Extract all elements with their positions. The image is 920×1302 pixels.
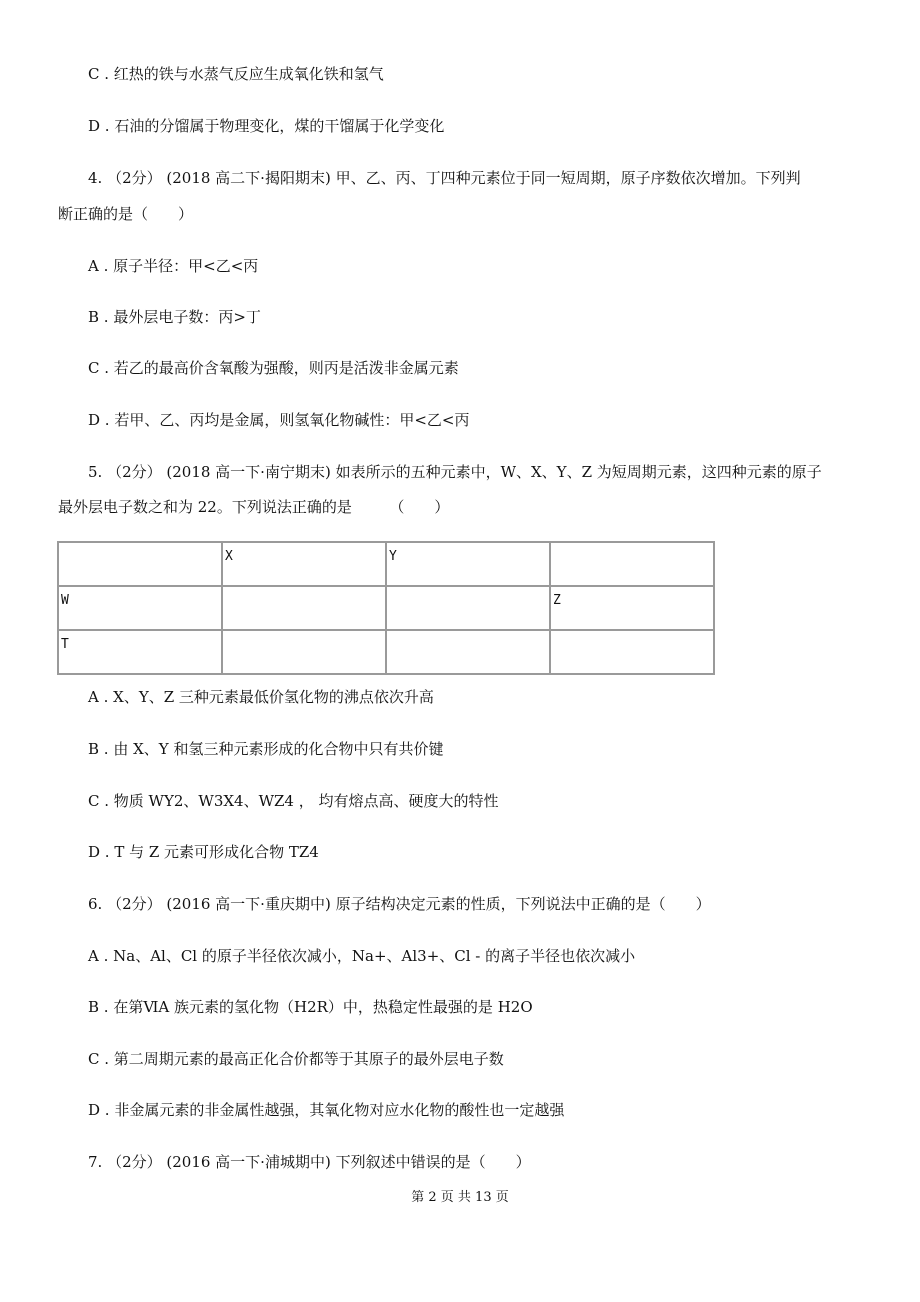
q4-stem-line1: 4. （2分） (2018 高二下·揭阳期末) 甲、乙、丙、丁四种元素位于同一短周期，原子序数依次增加。下列判 [88, 169, 801, 187]
page-footer: 第 2 页 共 13 页 [411, 1190, 509, 1205]
periodic-table-fragment [57, 541, 715, 675]
table-cell: Z [550, 586, 714, 630]
q6-option-d: D . 非金属元素的非金属性越强，其氧化物对应水化物的酸性也一定越强 [88, 1101, 565, 1119]
q6-option-a: A . Na、Al、Cl 的原子半径依次减小，Na+、Al3+、Cl - 的离子半径也依次减小 [88, 947, 636, 965]
table-cell [58, 542, 222, 586]
table-cell: W [58, 586, 222, 630]
q5-option-a: A . X、Y、Z 三种元素最低价氢化物的沸点依次升高 [88, 688, 434, 706]
q5-stem-line2: 最外层电子数之和为 22。下列说法正确的是 （ ） [58, 498, 450, 516]
q5-option-c: C . 物质 WY2、W3X4、WZ4 ， 均有熔点高、硬度大的特性 [88, 792, 499, 810]
q5-stem-line1: 5. （2分） (2018 高一下·南宁期末) 如表所示的五种元素中，W、X、Y、Z 为短周期元素，这四种元素的原子 [88, 463, 822, 481]
q5-option-b: B . 由 X、Y 和氢三种元素形成的化合物中只有共价键 [88, 740, 444, 758]
q6-stem: 6. （2分） (2016 高一下·重庆期中) 原子结构决定元素的性质，下列说法中正确的是（ ） [88, 895, 711, 913]
table-cell [386, 586, 550, 630]
q4-option-c: C . 若乙的最高价含氧酸为强酸，则丙是活泼非金属元素 [88, 359, 459, 377]
q6-option-c: C . 第二周期元素的最高正化合价都等于其原子的最外层电子数 [88, 1050, 504, 1068]
table-cell: Y [386, 542, 550, 586]
q4-option-d: D . 若甲、乙、丙均是金属，则氢氧化物碱性：甲<乙<丙 [88, 411, 470, 429]
q6-option-b: B . 在第ⅥA 族元素的氢化物（H2R）中，热稳定性最强的是 H2O [88, 998, 533, 1016]
q4-option-b: B . 最外层电子数：丙>丁 [88, 308, 261, 326]
table-row [58, 542, 714, 586]
table-cell [222, 630, 386, 674]
table-cell [550, 630, 714, 674]
q7-stem: 7. （2分） (2016 高一下·浦城期中) 下列叙述中错误的是（ ） [88, 1153, 531, 1171]
table-cell [550, 542, 714, 586]
q3-option-d: D . 石油的分馏属于物理变化，煤的干馏属于化学变化 [88, 117, 445, 135]
table-cell: X [222, 542, 386, 586]
table-cell [386, 630, 550, 674]
table-cell: T [58, 630, 222, 674]
q5-option-d: D . T 与 Z 元素可形成化合物 TZ4 [88, 843, 319, 861]
q4-stem-line2: 断正确的是（ ） [58, 205, 194, 223]
table-cell [222, 586, 386, 630]
table-row [58, 586, 714, 630]
table-row [58, 630, 714, 674]
q4-option-a: A . 原子半径：甲<乙<丙 [88, 257, 259, 275]
q3-option-c: C . 红热的铁与水蒸气反应生成氧化铁和氢气 [88, 65, 384, 83]
